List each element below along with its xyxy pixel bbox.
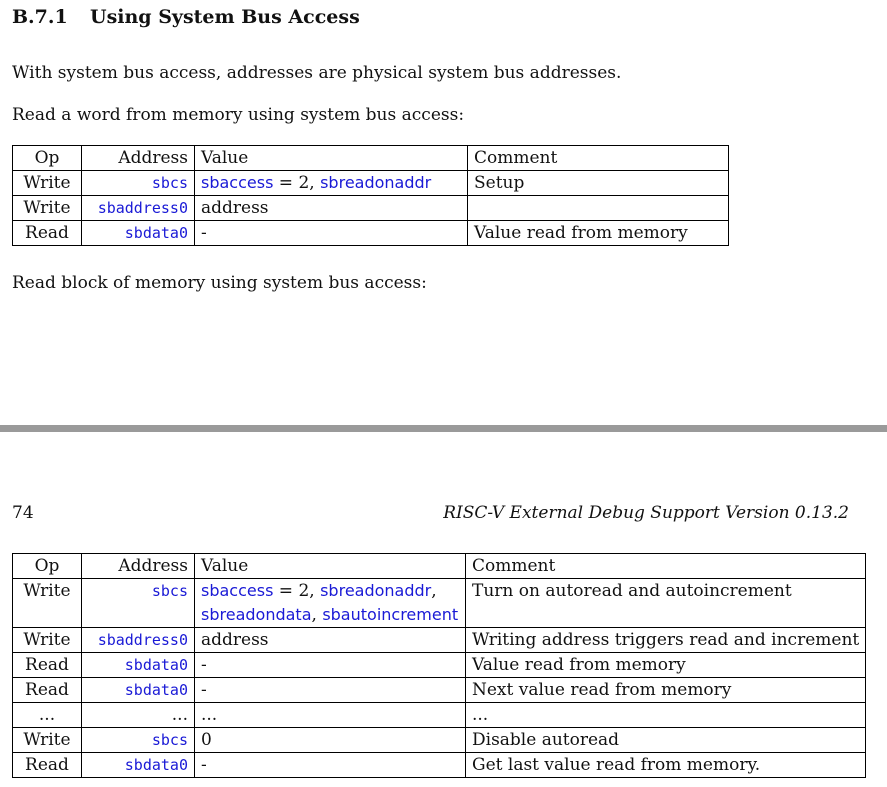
page-number: 74	[12, 503, 34, 523]
table-row	[13, 628, 866, 653]
register-link[interactable]: sbaddress0	[97, 631, 188, 649]
op-cell: Read	[13, 653, 82, 678]
address-cell	[82, 171, 195, 196]
value-text: = 2,	[273, 581, 321, 601]
read-word-table	[12, 145, 729, 246]
col-header-value: Value	[195, 146, 468, 171]
section-heading	[12, 6, 360, 28]
table-row	[13, 579, 866, 628]
value-text: ,	[431, 581, 437, 601]
table-header-row	[13, 146, 729, 171]
comment-cell: Value read from memory	[468, 221, 729, 246]
value-text: = 2,	[273, 173, 321, 193]
read-block-table	[12, 553, 866, 778]
table-row	[13, 703, 866, 728]
op-cell: Write	[13, 628, 82, 653]
comment-cell: Next value read from memory	[466, 678, 866, 703]
register-link[interactable]: sbcs	[151, 174, 188, 192]
value-cell: -	[195, 678, 466, 703]
comment-cell: Get last value read from memory.	[466, 753, 866, 778]
table-row	[13, 196, 729, 221]
col-header-comment: Comment	[468, 146, 729, 171]
field-link[interactable]: sbautoincrement	[322, 605, 459, 624]
comment-cell: Disable autoread	[466, 728, 866, 753]
register-link[interactable]: sbcs	[151, 582, 188, 600]
address-cell	[82, 753, 195, 778]
op-cell: Write	[13, 728, 82, 753]
value-cell: -	[195, 653, 466, 678]
col-header-comment: Comment	[466, 554, 866, 579]
address-cell	[82, 678, 195, 703]
address-cell	[82, 653, 195, 678]
col-header-op: Op	[13, 554, 82, 579]
register-link[interactable]: sbcs	[151, 731, 188, 749]
field-link[interactable]: sbreadondata	[201, 605, 312, 624]
register-link[interactable]: sbdata0	[124, 656, 188, 674]
value-cell: address	[195, 628, 466, 653]
op-cell: Read	[13, 221, 82, 246]
col-header-value: Value	[195, 554, 466, 579]
table-row	[13, 221, 729, 246]
table-row	[13, 753, 866, 778]
op-cell: Read	[13, 753, 82, 778]
value-cell: 0	[195, 728, 466, 753]
section-number: B.7.1	[12, 6, 68, 28]
register-link[interactable]: sbdata0	[124, 756, 188, 774]
field-link[interactable]: sbreadonaddr	[320, 173, 432, 192]
table-header-row	[13, 554, 866, 579]
col-header-address: Address	[82, 554, 195, 579]
running-head: RISC-V External Debug Support Version 0.13.2	[443, 503, 849, 523]
comment-cell: Value read from memory	[466, 653, 866, 678]
comment-cell: ...	[466, 703, 866, 728]
address-cell: ...	[82, 703, 195, 728]
address-cell	[82, 196, 195, 221]
register-link[interactable]: sbdata0	[124, 681, 188, 699]
value-cell	[195, 171, 468, 196]
op-cell: Write	[13, 579, 82, 628]
read-block-intro: Read block of memory using system bus access:	[12, 273, 427, 293]
register-link[interactable]: sbaddress0	[97, 199, 188, 217]
op-cell: Write	[13, 171, 82, 196]
register-link[interactable]: sbdata0	[124, 224, 188, 242]
address-cell	[82, 221, 195, 246]
value-cell: -	[195, 221, 468, 246]
op-cell: ...	[13, 703, 82, 728]
address-cell	[82, 728, 195, 753]
page-divider	[0, 425, 887, 432]
op-cell: Read	[13, 678, 82, 703]
address-cell	[82, 628, 195, 653]
op-cell: Write	[13, 196, 82, 221]
table-row	[13, 728, 866, 753]
table-row	[13, 171, 729, 196]
value-text: ,	[311, 605, 323, 625]
address-cell	[82, 579, 195, 628]
field-link[interactable]: sbaccess	[201, 173, 274, 192]
comment-cell: Setup	[468, 171, 729, 196]
value-cell: ...	[195, 703, 466, 728]
col-header-address: Address	[82, 146, 195, 171]
field-link[interactable]: sbaccess	[201, 581, 274, 600]
read-word-intro: Read a word from memory using system bus access:	[12, 105, 465, 125]
value-cell: -	[195, 753, 466, 778]
value-cell	[195, 579, 466, 628]
comment-cell: Writing address triggers read and increment	[466, 628, 866, 653]
table-row	[13, 678, 866, 703]
comment-cell	[468, 196, 729, 221]
col-header-op: Op	[13, 146, 82, 171]
table-row	[13, 653, 866, 678]
section-title: Using System Bus Access	[90, 6, 360, 28]
intro-paragraph: With system bus access, addresses are physical system bus addresses.	[12, 63, 622, 83]
field-link[interactable]: sbreadonaddr	[320, 581, 432, 600]
comment-cell: Turn on autoread and autoincrement	[466, 579, 866, 628]
value-cell: address	[195, 196, 468, 221]
